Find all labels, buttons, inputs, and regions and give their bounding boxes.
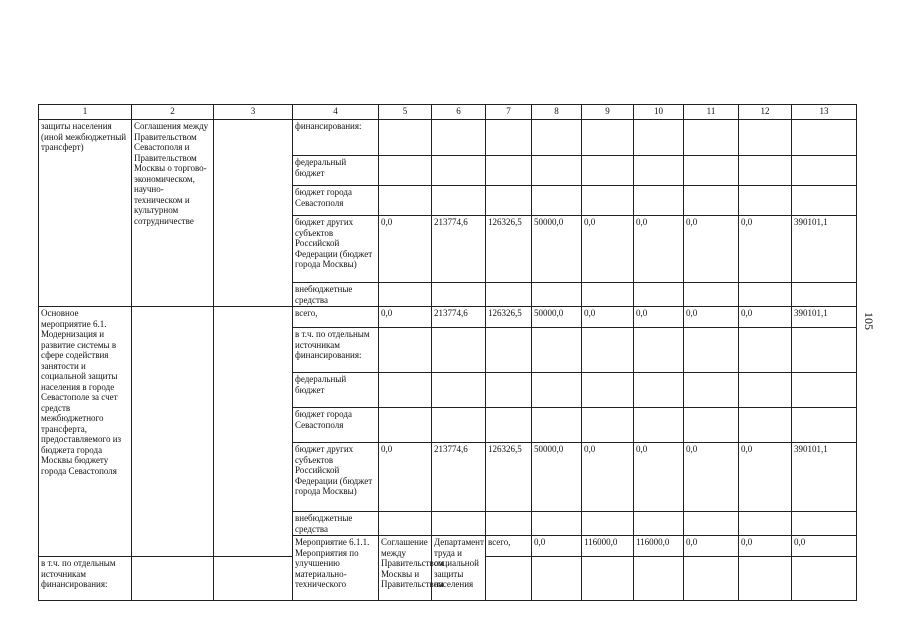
value-cell: 50000,0 — [532, 216, 582, 283]
value-cell: 390101,1 — [792, 307, 857, 328]
column-header: 1 — [39, 105, 132, 120]
value-cell: 0,0 — [634, 443, 684, 512]
executor-cell: Департамент труда и социальной защиты населения — [432, 536, 486, 601]
source-cell: финансирования: — [293, 120, 379, 156]
value-cell: 116000,0 — [582, 536, 634, 557]
executor-cell — [214, 307, 293, 557]
table-row — [39, 120, 857, 156]
source-cell: внебюджетные средства — [293, 512, 379, 536]
column-header: 10 — [634, 105, 684, 120]
value-cell: 213774,6 — [432, 307, 486, 328]
source-cell: внебюджетные средства — [293, 283, 379, 307]
source-cell: в т.ч. по отдельным источникам финансирования: — [39, 557, 132, 601]
column-header: 12 — [739, 105, 792, 120]
value-cell: 0,0 — [684, 536, 739, 557]
column-header: 9 — [582, 105, 634, 120]
value-cell: 126326,5 — [486, 216, 532, 283]
source-cell: бюджет других субъектов Российской Федерации (бюджет города Москвы) — [293, 216, 379, 283]
page-number: 105 — [862, 312, 876, 330]
column-header: 13 — [792, 105, 857, 120]
column-header: 6 — [432, 105, 486, 120]
value-cell: 0,0 — [582, 307, 634, 328]
value-cell: 390101,1 — [792, 216, 857, 283]
value-cell: 0,0 — [739, 443, 792, 512]
value-cell: 213774,6 — [432, 216, 486, 283]
activity-name-cell: Основное мероприятие 6.1. Модернизация и развитие системы в сфере содействия занятости и социальной защиты населения в городе Севастополе за счет средств межбюджетного трансферта, предоставляемого из бюджета города Москвы бюджету города Севастополя — [39, 307, 132, 557]
table-row — [39, 307, 857, 328]
activity-name-cell: Мероприятие 6.1.1. Мероприятия по улучшению материально-технического — [293, 536, 379, 601]
value-cell: 0,0 — [379, 443, 432, 512]
value-cell: 0,0 — [634, 307, 684, 328]
source-cell: федеральный бюджет — [293, 156, 379, 186]
value-cell: 0,0 — [792, 536, 857, 557]
activity-name-cell: защиты населения (иной межбюджетный трансферт) — [39, 120, 132, 307]
source-cell: в т.ч. по отдельным источникам финансирования: — [293, 328, 379, 373]
value-cell: 0,0 — [582, 443, 634, 512]
basis-cell: Соглашение между Правительством Москвы и Правительством — [379, 536, 432, 601]
source-cell: федеральный бюджет — [293, 373, 379, 408]
value-cell: 116000,0 — [634, 536, 684, 557]
value-cell: 0,0 — [739, 307, 792, 328]
column-header: 8 — [532, 105, 582, 120]
basis-cell — [132, 307, 214, 557]
value-cell: 390101,1 — [792, 443, 857, 512]
value-cell: 0,0 — [379, 216, 432, 283]
value-cell: 0,0 — [532, 536, 582, 557]
value-cell: 0,0 — [684, 307, 739, 328]
source-cell: бюджет города Севастополя — [293, 408, 379, 443]
value-cell: 0,0 — [634, 216, 684, 283]
budget-table — [38, 104, 857, 601]
column-header: 11 — [684, 105, 739, 120]
column-header: 7 — [486, 105, 532, 120]
value-cell: 0,0 — [684, 216, 739, 283]
value-cell: 213774,6 — [432, 443, 486, 512]
source-cell: бюджет города Севастополя — [293, 186, 379, 216]
value-cell: 126326,5 — [486, 443, 532, 512]
column-header: 5 — [379, 105, 432, 120]
column-header: 3 — [214, 105, 293, 120]
source-cell: бюджет других субъектов Российской Федерации (бюджет города Москвы) — [293, 443, 379, 512]
column-header: 4 — [293, 105, 379, 120]
basis-cell: Соглашения между Правительством Севастополя и Правительством Москвы о торгово-экономическом, научно-техническом и культурном сотрудничестве — [132, 120, 214, 307]
source-cell: всего, — [486, 536, 532, 557]
value-cell: 0,0 — [684, 443, 739, 512]
source-cell: всего, — [293, 307, 379, 328]
value-cell: 50000,0 — [532, 307, 582, 328]
column-header: 2 — [132, 105, 214, 120]
value-cell: 0,0 — [739, 536, 792, 557]
value-cell: 0,0 — [582, 216, 634, 283]
value-cell: 126326,5 — [486, 307, 532, 328]
value-cell: 50000,0 — [532, 443, 582, 512]
value-cell: 0,0 — [379, 307, 432, 328]
column-number-row — [39, 105, 857, 120]
executor-cell — [214, 120, 293, 307]
value-cell: 0,0 — [739, 216, 792, 283]
